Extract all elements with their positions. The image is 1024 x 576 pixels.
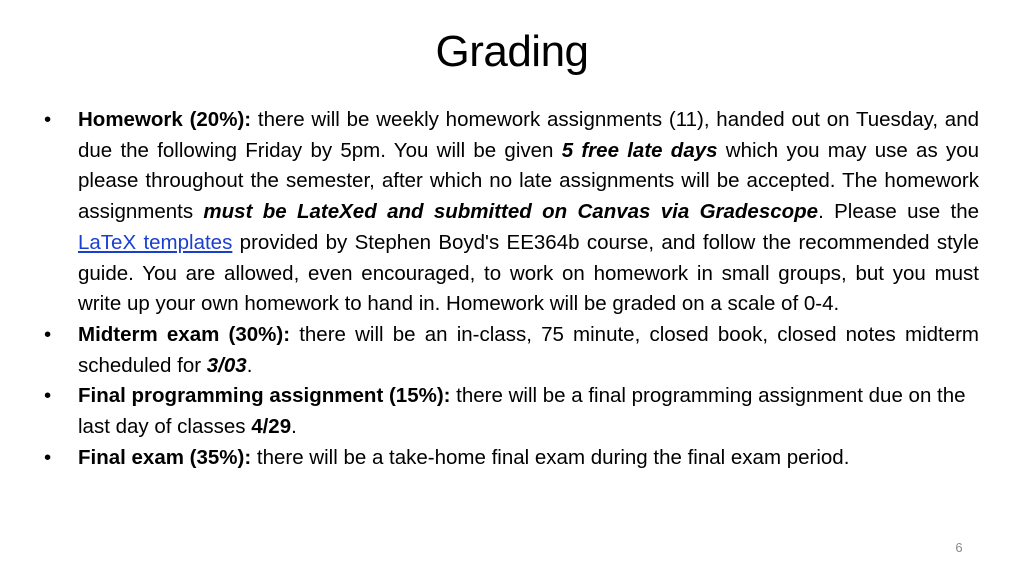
list-item-final-exam <box>40 443 979 474</box>
bullet-icon: • <box>44 108 52 131</box>
grading-list <box>40 105 979 473</box>
final-exam-label: Final exam (35%): <box>78 445 252 469</box>
list-item-homework <box>40 105 979 320</box>
list-item-final-programming <box>40 381 979 442</box>
homework-text: which you may use as you please throughout the semester, after which no late assignments will be accepted. The homework assignments <box>78 138 980 224</box>
bullet-icon: • <box>44 445 52 469</box>
late-days-emphasis: 5 free late days <box>561 138 718 162</box>
final-exam-text: there will be a take-home final exam during the final exam period. <box>251 445 850 469</box>
final-programming-date: 4/29 <box>251 415 292 439</box>
final-programming-text: . <box>291 415 297 439</box>
homework-text: provided by Stephen Boyd's EE364b course, and follow the recommended style guide. You are allowed, even encouraged, to work on homework in small groups, but you must write up your own homework to hand in. Homework will be graded on a scale of 0-4. <box>78 230 979 316</box>
latex-templates-link[interactable]: LaTeX templates <box>78 230 233 254</box>
submission-emphasis: must be LateXed and submitted on Canvas via Gradescope <box>203 200 819 224</box>
midterm-text: . <box>246 353 253 377</box>
homework-text: there will be weekly homework assignments (11), handed out on Tuesday, and due the following Friday by 5pm. You will be given <box>78 108 980 162</box>
page-number: 6 <box>955 540 963 555</box>
list-item-midterm <box>40 320 979 381</box>
bullet-icon: • <box>44 384 52 408</box>
midterm-text: there will be an in-class, 75 minute, closed book, closed notes midterm scheduled for <box>78 322 980 377</box>
midterm-date: 3/03 <box>206 353 247 377</box>
final-programming-text: there will be a final programming assignment due on the last day of classes <box>78 384 966 439</box>
homework-text: . Please use the <box>818 200 980 224</box>
final-programming-label: Final programming assignment (15%): <box>78 384 451 408</box>
slide-title: Grading <box>435 27 589 76</box>
bullet-icon: • <box>44 322 52 346</box>
midterm-label: Midterm exam (30%): <box>78 322 291 346</box>
homework-label: Homework (20%): <box>78 108 252 131</box>
